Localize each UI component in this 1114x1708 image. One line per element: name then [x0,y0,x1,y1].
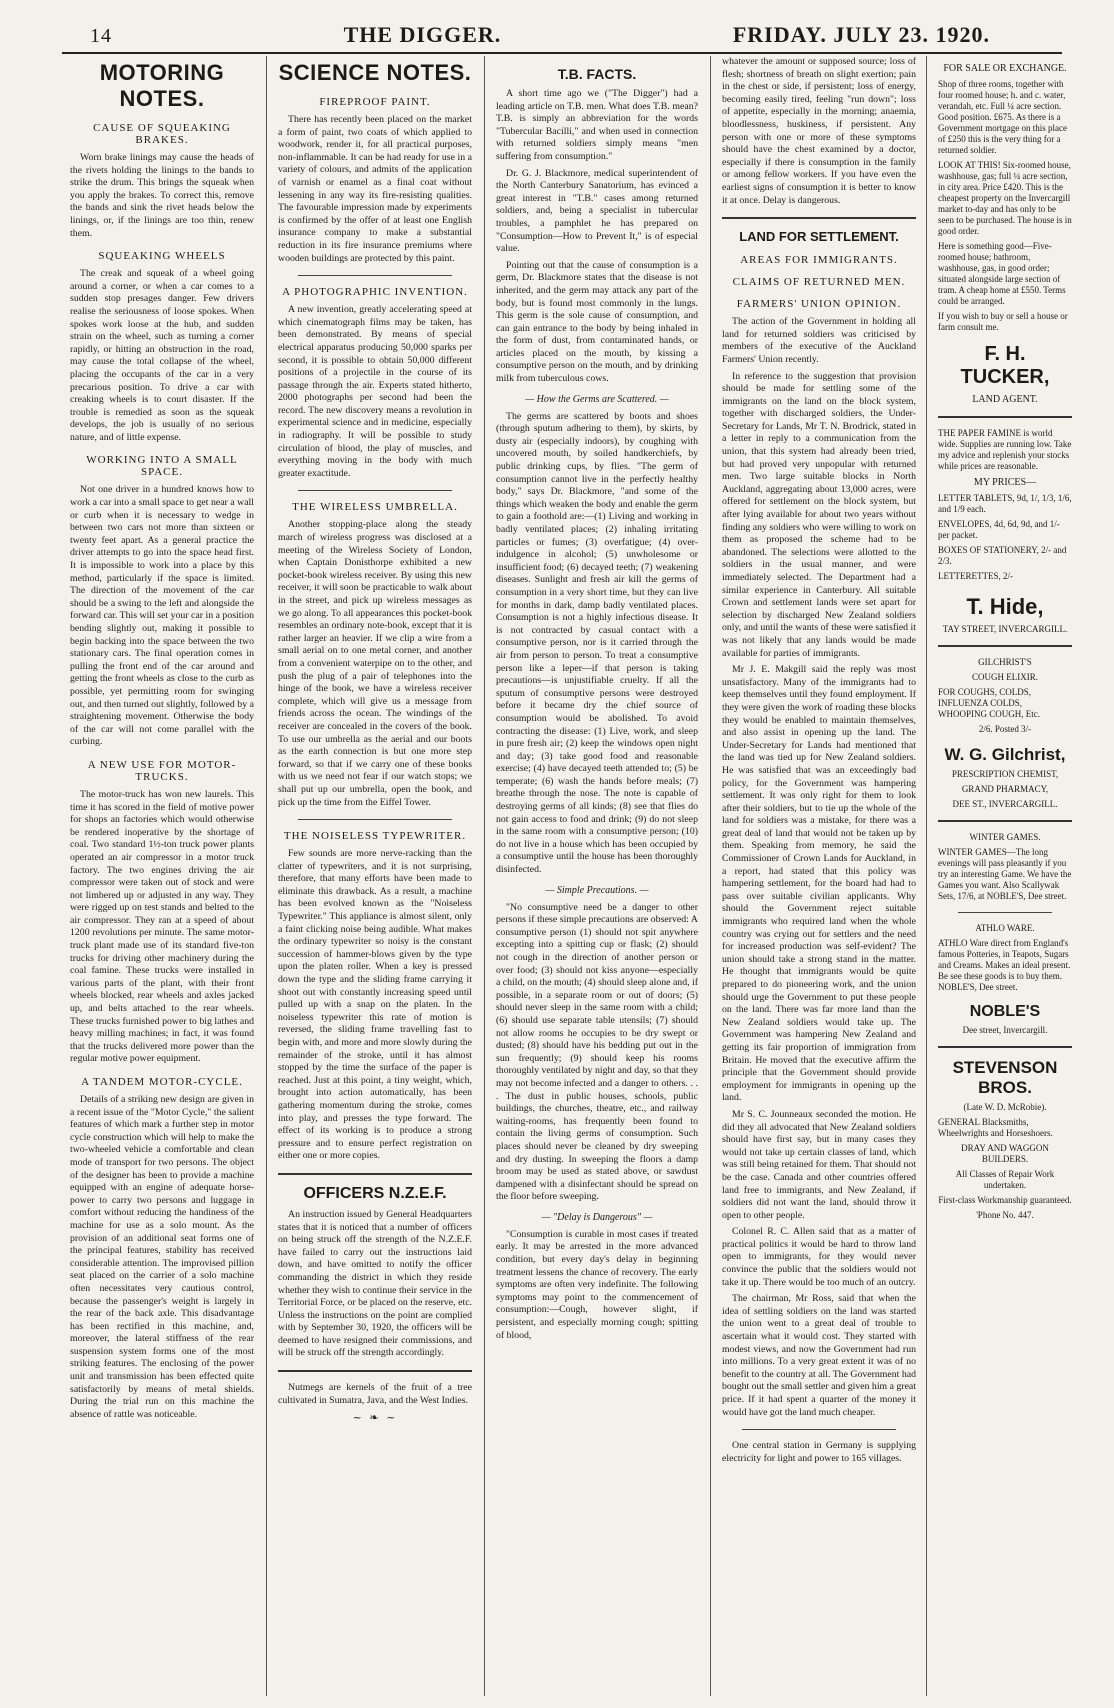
ad-text: If you wish to buy or sell a house or farm consult me. [938,311,1068,332]
column-tb-facts [488,56,706,1696]
advertiser-name: NOBLE'S [969,1003,1041,1020]
sub-heading: — How the Germs are Scattered. — [525,393,669,405]
divider [298,490,452,491]
column-divider [710,56,711,1696]
article-text: In reference to the suggestion that provision should be made for settling some of the immigrants on the land on the block system, together with discharged soldiers, the Under-Secretary for Lands, Mr T. N. Brodrick, stated in a letter in reply to a communication from the union, that this system had already been tried, but had proved very unpopular with returned men. Two large suitable blocks in North Auckland, aggregating about 13,000 acres, were offered for settlement on the block system, but after lying available for about two years without finding any soldiers who were willing to work on them as proposed the scheme had to be abandoned. The selections were allotted to the soldiers in the usual manner, and were immediately selected. The Department had a similar experience in Canterbury. All suitable Crown and settlement lands were set apart for selection by discharged New Zealand soldiers only, and until the wants of these were satisfied it was not likely that any lands would be made available for parties of immigrants. [722,370,916,659]
article-text: The chairman, Mr Ross, said that when the idea of settling soldiers on the land was started the union went to a great deal of trouble to ascertain what it would cost. They started with modest views, and now the Government had run into millions. To a very great extent it was of no benefit to the country at all. The Government had bought out the small settler and given him a great price. If it had spent a quarter of the money it would have got the land much cheaper. [722,1293,916,1418]
page-number: 14 [90,25,112,47]
ad-line: BOXES OF STATIONERY, 2/- and 2/3. [938,545,1067,566]
ornament: ~ ❧ ~ [352,1411,398,1425]
article-text: A short time ago we ("The Digger") had a leading article on T.B. men. What does T.B. mean? T.B. is simply an abbreviation for the words "Tubercular Bacilli," and when used in connection with returned soldiers simply means "men suffering from consumption." [496,88,698,162]
divider [938,820,1072,822]
section-heading: SCIENCE NOTES. [278,60,472,85]
ad-title: ATHLO WARE. [975,923,1035,933]
article-title: THE WIRELESS UMBRELLA. [292,501,458,514]
article-text: Pointing out that the cause of consumption is a germ, Dr. Blackmore states that the disease is not inherited, and the germ may attack any part of the body, but is found most commonly in the lungs. This germ is the sole cause of consumption, and can gain entrance to the body by being inhaled in the form of dust, from contaminated hands, or articles placed on the mouth, by kissing a consumptive person on the mouth, and by drinking milk from tuberculous cows. [496,259,698,385]
ad-price: 2/6. Posted 3/- [978,724,1032,734]
ad-line: LETTER TABLETS, 9d, 1/, 1/3, 1/6, and 1/9 each. [938,493,1072,514]
article-text: A new invention, greatly accelerating speed at which cinematograph films may be taken, has been demonstrated. By means of special electrical apparatus producing 50,000 sparks per second, it is possible to obtain 50,000 different positions of a projectile in the course of its passage through the air. Experts stated hitherto, 2000 photographs per second had been the record. The new discovery means a revolution in experimental science and in medicine, especially in radiography. It will be possible to study circulation of blood, the play of muscles, and everything moving in the body with much greater exactitude. [278,304,472,479]
advertiser-address: DEE ST., INVERCARGILL. [952,799,1058,809]
divider [938,416,1072,418]
article-text: Not one driver in a hundred knows how to work a car into a small space to get near a wall or curb when it is necessary to wedge in between two cars not more than sixteen or twenty feet apart. As a general practice the driver attempts to go into the space head first. It is impossible to work into a place by this method, particularly if the space is limited. The direction of the movement of the car should be a swing to the left and alongside the forward car. This will set your car in a position bending slightly out, making it possible to begin backing into the space between the two stationary cars. The final operation comes in pulling the front end of the car around and getting the front wheels as close to the curb as possible, yet permitting room for swinging out, and then turned out slightly, followed by a straightening movement. Otherwise the body of the car will not come parallel with the curbing. [70,484,254,748]
ad-text: GENERAL Blacksmiths, Wheelwrights and Horseshoers. [938,1117,1053,1138]
ad-line: First-class Workmanship guaranteed. [938,1195,1072,1205]
divider [298,275,452,276]
article-title: A NEW USE FOR MOTOR-TRUCKS. [87,758,237,783]
article-text: "Consumption is curable in most cases if treated early. It may be arrested in the more advanced condition, but every day's delay in beginning treatment lessens the chance of recovery. The early symptoms are often very indefinite. The following symptoms may point to the commencement of consumption:—Cough, however slight, if persistent, and especially morning cough; spitting of blood, [496,1228,698,1341]
ad-phone: 'Phone No. 447. [976,1210,1034,1220]
advertiser-role: PRESCRIPTION CHEMIST, [951,769,1059,779]
ad-text: ATHLO Ware direct from England's famous Potteries, in Teapots, Sugars and Creams. Makes an ideal present. Be see these goods is to buy them. NOBLE'S, Dee street. [938,938,1071,992]
ad-text: THE PAPER FAMINE is world wide. Supplies are running low. Take my advice and replenish your stocks while prices are reasonable. [938,428,1072,471]
masthead [90,18,990,48]
article-title: A PHOTOGRAPHIC INVENTION. [282,286,468,299]
advertiser-name: STEVENSON BROS. [952,1058,1058,1097]
column-divider [926,56,927,1696]
advertiser-name: F. H. TUCKER, [960,343,1050,388]
section-heading: LAND FOR SETTLEMENT. [739,229,899,245]
advertiser-name: W. G. Gilchrist, [944,745,1066,764]
ad-subtitle: (Late W. D. McRobie). [963,1102,1047,1112]
column-divider [484,56,485,1696]
advertiser-role: LAND AGENT. [972,394,1038,405]
ad-line: LETTERETTES, 2/- [938,571,1013,581]
advertiser-address: TAY STREET, INVERCARGILL. [942,624,1068,634]
ad-title: GILCHRIST'S [978,657,1032,667]
ad-line: DRAY AND WAGGON BUILDERS. [961,1143,1049,1164]
article-title: FIREPROOF PAINT. [319,96,431,108]
issue-date: FRIDAY. JULY 23. 1920. [732,22,990,47]
column-motoring-notes [62,56,262,1696]
ad-subtitle: COUGH ELIXIR. [972,672,1038,682]
advertiser-name: T. Hide, [966,594,1044,619]
column-science-notes [270,56,480,1696]
article-text: Dr. G. J. Blackmore, medical superintendent of the North Canterbury Sanatorium, has evinced a great interest in "T.B." cases among returned soldiers, and, being a specialist in tubercular troubles, a pamphlet he has prepared on "Consumption—How to Prevent It," is of especial value. [496,167,698,255]
advertiser-role: GRAND PHARMACY, [961,784,1049,794]
article-text: The motor-truck has won new laurels. This time it has scored in the field of motive power for shops an factories which would otherwise be rendered inoperative by the shortage of coal. Two standard 1½-ton truck power plants operated an air compressor in a motor truck factory. The two engines driving the air compressor were taken out of stock and were not limbered up or adjusted in any way. They were rigged up on test stands and belted to the air compressor. They ran at a speed of about 1200 revolutions per minute. The same motor-truck plant made use of its standard five-ton trucks for driving other machinery during the coal famine. These trucks were installed in various parts of the plant, with their front wheels blocked, rear wheels and axles jacked up, and belts attached to the rear wheels. These trucks furnished power to big lathes and heavy milling machines; in fact, it was found that the trucks delivered more power than the regular motive power equipment. [70,788,254,1065]
sub-heading: CLAIMS OF RETURNED MEN. [732,276,906,289]
column-advertisements [930,56,1080,1696]
ad-subtitle: MY PRICES— [973,477,1037,488]
sub-heading: — Simple Precautions. — [545,884,649,896]
ad-line: ENVELOPES, 4d, 6d, 9d, and 1/- per packet. [938,519,1060,540]
divider [958,912,1052,913]
sub-heading: FARMERS' UNION OPINION. [736,298,902,311]
article-title: THE NOISELESS TYPEWRITER. [283,830,467,843]
section-heading: T.B. FACTS. [557,66,637,82]
ad-text: Here is something good—Five-roomed house; bathroom, washhouse, gas, in good order; situated alongside large section of tram. A cheap home at £550. Terms could be arranged. [938,241,1066,306]
article-text: One central station in Germany is supplying electricity for light and power to 165 villages. [722,1440,916,1464]
article-title: SQUEAKING WHEELS [98,250,226,263]
ad-text: LOOK AT THIS! Six-roomed house, washhouse, gas; full ¼ acre section, in city area. Price £420. This is the cheapest property on the Invercargill market to-day and has only to be seen to be purchased. The house is in good order. [938,160,1072,236]
divider [722,217,916,219]
article-text: Few sounds are more nerve-racking than the clatter of typewriters, and it is not surprising, therefore, that many efforts have been made to eliminate this drawback. As a result, a machine has been evolved known as the "Noiseless Typewriter." This appliance is almost silent, only a faint clicking noise being audible. What makes the ordinary typewriter so noisy is the constant succession of hammer-blows given by the type upon the platen roller. When a key is pressed down the type and the sliding frame carrying it shoot out with constantly increasing speed until pulled up with a snap on the platen. In the noiseless typewriter this rate of motion is reversed, the sliding frame travelling fast to begin with, and more and more slowly during the remainder of the stroke, until it has almost stopped by the time the surface of the paper is reached. Just at this point, a tiny weight, which, brought into action automatically, has been gathering momentum during the stroke, comes into play, and presses the type forward. The effect of its working is to produce a strong pressure and to ensure perfect registration on either one or more copies. [278,848,472,1162]
divider [742,1429,896,1430]
divider [278,1370,472,1372]
article-text: Worn brake linings may cause the heads of the rivets holding the linings to the bands to strike the drum. This brings the squeak when you apply the brakes. To correct this, remove the bands and sink the rivet heads below the linings, or, if the linings are too thin, renew them. [70,152,254,239]
paper-title: THE DIGGER. [343,22,502,47]
article-text: The germs are scattered by boots and shoes (through sputum adhering to them), by skirts, by dusty air (especially indoors), by coughing with uncovered mouth, by soiled handkerchiefs, by public drinking cups, by flies. "The germ of consumption cannot live in the perfectly healthy body," says Dr. Blackmore, "and some of the things which weaken the body and enable the germ to gain a foothold are:—(1) Living and working in badly ventilated places; (2) inhaling irritating particles or fumes; (3) overfatigue; (4) over-indulgence in alcohol; (5) unwholesome or insufficient food; (6) decayed teeth; (7) weakening diseases. Sunlight and fresh air kill the germs of consumption in a very short time, but they can live for months in dark, damp badly ventilated places. Consumption is not a highly infectious disease. It is not contracted by casual contact with a consumptive person, nor is it carried through the air from person to person. To treat a consumptive person like a leper—if that person is taking precautions—is unjustifiable cruelty. If all the sputum of consumptive persons were destroyed before it became dry the chief source of consumption would be abolished. To avoid contracting the disease: (1) Live, work, and sleep in pure fresh air; (2) keep the windows open night and day; (3) take good food and reasonable exercise; (4) have decayed teeth attended to; (5) be temperate; (6) wash the hands before meals; (7) breathe through the nose. The note is capable of destroying germs of all kinds; (8) see that flies do not gain access to food and drink; (9) do not sleep in the same room with a consumptive person; (10) do not live in a house which has been occupied by a consumptive until the house has been thoroughly disinfected. [496,410,698,876]
divider [938,1046,1072,1048]
article-text: Another stopping-place along the steady march of wireless progress was disclosed at a meeting of the Wireless Society of London, when Captain Donisthorpe exhibited a new pocket-book wireless receiver. By using this new receiver, it will soon be practicable to walk about in the street, and pick up wireless messages as we go along. To all appearances this pocket-book resembles an ordinary note-book, except that it is rather larger an heavier. If we clip a wire from a small aerial on to one metal corner, and another from a convenient waterpipe on to the other, and push the plug of a pair of telephones into the hinge of the book, we have a wireless receiver complete, which will give us a message from friends across the ocean. The windings of the receiver are concealed in the covers of the book. To use our umbrella as the aerial and our boots as the earth connection is but one more step forward, so that if we carry one of these books with us we need not fear if our watch stops; we shall put up our umbrella, open the book, and pick up the time from the Eiffel Tower. [278,519,472,808]
ad-line: All Classes of Repair Work undertaken. [955,1169,1055,1190]
article-text: whatever the amount or supposed source; loss of flesh; shortness of breath on slight exertion; pain in the chest or side, if persistent; loss of energy, becoming easily tired, feeling "run down"; loss of appetite, especially in the morning; anaemia, bloodlessness, huskiness, if persistent. Any person with one or more of these symptoms should have the chest examined by a doctor, especially if there is consumption in the family or among fellow workers. If you have even the earliest signs of consumption it is better to know it at once. Delay is dangerous. [722,56,916,206]
divider [938,645,1072,647]
article-title: A TANDEM MOTOR-CYCLE. [81,1076,243,1088]
column-divider [266,56,267,1696]
ad-text: FOR COUGHS, COLDS, INFLUENZA COLDS, WHOOPING COUGH, Etc. [938,687,1040,719]
sub-heading: — "Delay is Dangerous" — [541,1211,653,1223]
section-heading: MOTORING NOTES. [99,60,225,111]
article-text: Details of a striking new design are given in a recent issue of the "Motor Cycle," the salient features of which mark a further step in motor cycle construction which will help to make the two-wheeled vehicle a comfortable and clean mode of transport for two persons. The object of the designer has been to provide a machine equipped with an engine of adequate horse-power to carry two persons and luggage in comfort without reducing the handiness of the machine for use as a solo mount. As the provision of an additional seat forms one of the principal features, stability has received considerable attention. The improvised pillion seat placed on the carrier of a solo machine often necessitates very cautious control, because the passenger's weight is largely in the rear of the back axle. This disadvantage has been rectified in this machine, and, moreover, the lateral stiffness of the rear suspension system forms one of the most striking features. The enclosing of the power unit and transmission has been effected quite satisfactorily by means of metal shields. During the trial run on this machine the absence of rattle was noticeable. [70,1094,254,1420]
top-rule [62,52,1062,54]
ad-text: Shop of three rooms, together with four roomed house; h. and c. water, verandah, etc. Full ¼ acre section. Good position. £675. As there is a Government mortgage on this place of £250 this is the very thing for a returned soldier. [938,79,1067,155]
ad-text: WINTER GAMES—The long evenings will pass pleasantly if you try an interesting Game. We have the Games you want. Also Scallywak Sets, 17/6, at NOBLE'S, Dee street. [938,847,1072,901]
article-text: Colonel R. C. Allen said that as a matter of practical politics it would be hard to throw land open to immigrants, for they would never convince the public that the soldiers would not take it up. There would be too much of an outcry. [722,1226,916,1288]
article-text: There has recently been placed on the market a form of paint, two coats of which applied to woodwork, render it, for all practical purposes, non-inflammable. It can be had ready for use in a variety of colours, and admits of the application of varnish or enamel as a final coat without lessening in any way its fire-resisting qualities. The favourable impression made by experiments is confirmed by the offer of at least one English insurance company to make a substantial reduction in its fire insurance premiums where wooden buildings are protected by this paint. [278,114,472,264]
article-text: The action of the Government in holding all land for returned soldiers was criticised by members of the executive of the Auckland Farmers' Union recently. [722,316,916,365]
article-text: Mr J. E. Makgill said the reply was most unsatisfactory. Many of the immigrants had to keep themselves until they found employment. If they were given the work of roading these blocks they would be enabled to maintain themselves, and also assist in opening up the land. The Under-Secretary for Lands had mentioned that the land was tied up for New Zealand soldiers. He was satisfied that was an exceedingly bad policy, for the Government was hampering settlement. It was only right for them to look after their soldiers, but to tie up the whole of the land for soldiers was a mistake, for there was a great deal of land that would not be taken up by them. Speaking from memory, he said the Commissioner of Crown Lands for Auckland, in a report, had stated that this policy was hampering settlement, for the board had had to pass over suitable civilian applicants. Why should the Government reject suitable immigrants who required land when the whole country was crying out for settlers and the need for increased production was self-evident? The union should take a strong stand in the matter. He thought that immigrants would be quite prepared to do pioneering work, and the union should urge the Government to put these people on the land. There was far more land than the New Zealand soldiers would take up. The Government was hampering New Zealand and getting its fair proportion of immigration from Britain. He moved that the executive affirm the principle that the Government should provide employment for immigrants in opening up the land. [722,664,916,1104]
article-text: The creak and squeak of a wheel going around a corner, or when a car comes to a sudden stop presages danger. Few drivers realise the seriousness of loose spokes. When spokes work loose at the hub, and sudden strain on the wheel, such as turning a corner rapidly, or hitting an obstruction in the road, may cause the total collapse of the wheel, placing the occupants of the car in a very precarious position. To drive a car with creaking wheels is to court disaster. If the trouble is remedied as soon as the squeak develops, the job is usually of no serious nature, and of little expense. [70,268,254,443]
article-text: "No consumptive need be a danger to other persons if these simple precautions are observed: A consumptive person (1) should not spit anywhere excepting into a spitting cup or flask; (2) should not cough in the direction of another person or over food; (3) should not kiss anyone—especially a child, on the mouth; (4) should sleep alone and, if possible, in a separate room or out of doors; (5) should never sleep in the same room with a child; (6) should use separate table utensils; (7) should not allow rooms he occupies to be dry swept or dusted; (8) should have his bedding put out in the sun frequently; (9) should keep his rooms thoroughly ventilated by night and day, so that they may not become infected and a danger to others. . . . The dust in public houses, schools, public buildings, the churches, theatre, etc., and railway waiting-rooms, has frequently been found to contain the living germs of consumption. Such places should never be cleaned by dry sweeping and dry dusting. In sweeping the floors a damp broom may be used as stated above, or sawdust dampened with a disinfectant should be spread on the floor before sweeping. [496,901,698,1203]
advertiser-address: Dee street, Invercargill. [962,1025,1048,1035]
article-heading: OFFICERS N.Z.E.F. [303,1184,447,1202]
article-text: Mr S. C. Jounneaux seconded the motion. He did they all advocated that New Zealand soldiers should have first say, but in many cases they would not take up certain classes of land, which was still being retained for them. That should not be the case. Canada and other countries offered land free to immigrants, and New Zealand, if soldiers did not want the land, should throw it open to other people. [722,1108,916,1221]
article-text: An instruction issued by General Headquarters states that it is noticed that a number of officers on being struck off the strength of the N.Z.E.F. have failed to carry out the instructions laid down, and have omitted to notify the officer commanding the district in which they reside whether they wish to continue their service in the Territorial Force, or be placed on the reserve, etc. Unless the instructions on the point are complied with by September 30, 1920, the officers will be deemed to have resigned their commissions, and will be struck off the strength accordingly. [278,1208,472,1359]
article-text: Nutmegs are kernels of the fruit of a tree cultivated in Sumatra, Java, and the West Indies. [278,1382,472,1406]
sub-heading: AREAS FOR IMMIGRANTS. [740,254,898,267]
column-land-settlement [714,56,924,1696]
article-title: CAUSE OF SQUEAKING BRAKES. [93,122,231,146]
divider [298,819,452,820]
ad-title: FOR SALE OR EXCHANGE. [943,63,1067,74]
ad-title: WINTER GAMES. [969,832,1041,842]
article-title: WORKING INTO A SMALL SPACE. [86,454,238,479]
divider [278,1173,472,1175]
